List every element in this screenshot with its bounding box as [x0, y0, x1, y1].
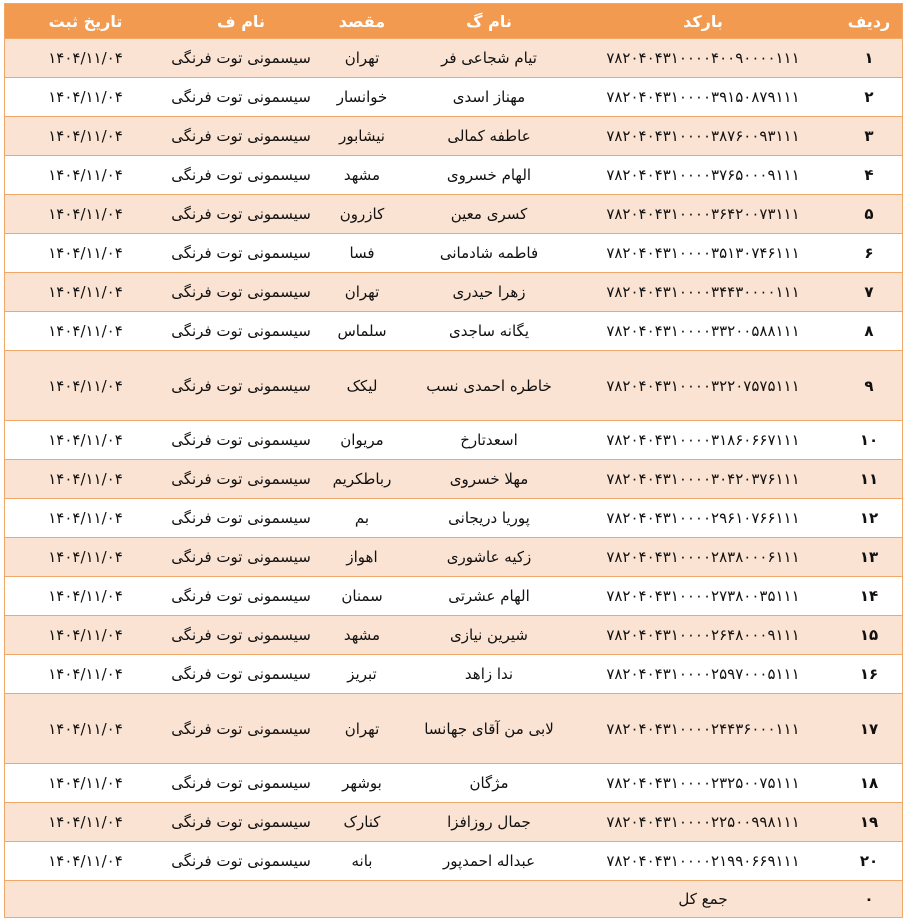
barcode-cell: ۷۸۲۰۴۰۴۳۱۰۰۰۰۳۴۴۳۰۰۰۰۱۱۱: [570, 273, 836, 312]
recipient-name-cell: پوریا دریجانی: [408, 499, 570, 538]
product-name-cell: سیسمونی توت فرنگی: [166, 234, 316, 273]
row-number-cell: ۵: [836, 195, 902, 234]
recipient-name-cell: شیرین نیازی: [408, 616, 570, 655]
product-name-cell: سیسمونی توت فرنگی: [166, 499, 316, 538]
row-number-cell: ۱۸: [836, 764, 902, 803]
row-number-cell: ۲۰: [836, 842, 902, 881]
row-number-cell: ۱۰: [836, 421, 902, 460]
shipment-table: [5, 4, 902, 917]
date-cell: ۱۴۰۴/۱۱/۰۴: [5, 499, 166, 538]
date-cell: ۱۴۰۴/۱۱/۰۴: [5, 234, 166, 273]
date-cell: ۱۴۰۴/۱۱/۰۴: [5, 460, 166, 499]
barcode-cell: ۷۸۲۰۴۰۴۳۱۰۰۰۰۲۷۳۸۰۰۳۵۱۱۱: [570, 577, 836, 616]
product-name-cell: سیسمونی توت فرنگی: [166, 273, 316, 312]
table-row: [5, 460, 902, 499]
product-name-cell: سیسمونی توت فرنگی: [166, 78, 316, 117]
date-cell: ۱۴۰۴/۱۱/۰۴: [5, 351, 166, 421]
barcode-cell: ۷۸۲۰۴۰۴۳۱۰۰۰۰۲۸۳۸۰۰۰۶۱۱۱: [570, 538, 836, 577]
table-body: [5, 39, 902, 881]
table-row: [5, 312, 902, 351]
date-cell: ۱۴۰۴/۱۱/۰۴: [5, 195, 166, 234]
row-number-cell: ۱۷: [836, 694, 902, 764]
date-cell: ۱۴۰۴/۱۱/۰۴: [5, 616, 166, 655]
recipient-name-cell: الهام خسروی: [408, 156, 570, 195]
destination-cell: مشهد: [316, 156, 408, 195]
date-cell: ۱۴۰۴/۱۱/۰۴: [5, 655, 166, 694]
date-cell: ۱۴۰۴/۱۱/۰۴: [5, 312, 166, 351]
row-number-cell: ۱۶: [836, 655, 902, 694]
product-name-cell: سیسمونی توت فرنگی: [166, 351, 316, 421]
table-row: [5, 117, 902, 156]
product-name-cell: سیسمونی توت فرنگی: [166, 616, 316, 655]
recipient-name-cell: عبداله احمدپور: [408, 842, 570, 881]
table-row: [5, 842, 902, 881]
row-number-cell: ۱۵: [836, 616, 902, 655]
row-number-cell: ۱۲: [836, 499, 902, 538]
header-row-number: ردیف: [836, 4, 902, 39]
table-row: [5, 156, 902, 195]
table-row: [5, 273, 902, 312]
destination-cell: بم: [316, 499, 408, 538]
table-row: [5, 195, 902, 234]
footer-empty-cell: [5, 881, 166, 917]
product-name-cell: سیسمونی توت فرنگی: [166, 655, 316, 694]
recipient-name-cell: مهناز اسدی: [408, 78, 570, 117]
barcode-cell: ۷۸۲۰۴۰۴۳۱۰۰۰۰۲۴۴۳۶۰۰۰۱۱۱: [570, 694, 836, 764]
product-name-cell: سیسمونی توت فرنگی: [166, 538, 316, 577]
header-row: [5, 4, 902, 39]
recipient-name-cell: خاطره احمدی نسب: [408, 351, 570, 421]
recipient-name-cell: اسعدتارخ: [408, 421, 570, 460]
barcode-cell: ۷۸۲۰۴۰۴۳۱۰۰۰۰۲۵۹۷۰۰۰۵۱۱۱: [570, 655, 836, 694]
table-row: [5, 421, 902, 460]
recipient-name-cell: مژگان: [408, 764, 570, 803]
destination-cell: خوانسار: [316, 78, 408, 117]
recipient-name-cell: زهرا حیدری: [408, 273, 570, 312]
barcode-cell: ۷۸۲۰۴۰۴۳۱۰۰۰۰۳۸۷۶۰۰۹۳۱۱۱: [570, 117, 836, 156]
table-row: [5, 39, 902, 78]
header-date: تاریخ ثبت: [5, 4, 166, 39]
row-number-cell: ۳: [836, 117, 902, 156]
product-name-cell: سیسمونی توت فرنگی: [166, 195, 316, 234]
product-name-cell: سیسمونی توت فرنگی: [166, 694, 316, 764]
recipient-name-cell: لابی من آقای جهانسا: [408, 694, 570, 764]
recipient-name-cell: عاطفه کمالی: [408, 117, 570, 156]
table-row: [5, 499, 902, 538]
date-cell: ۱۴۰۴/۱۱/۰۴: [5, 273, 166, 312]
footer-empty-cell: [316, 881, 408, 917]
footer-total-label: جمع کل: [570, 881, 836, 917]
row-number-cell: ۱۹: [836, 803, 902, 842]
recipient-name-cell: یگانه ساجدی: [408, 312, 570, 351]
destination-cell: لیکک: [316, 351, 408, 421]
barcode-cell: ۷۸۲۰۴۰۴۳۱۰۰۰۰۳۱۸۶۰۶۶۷۱۱۱: [570, 421, 836, 460]
date-cell: ۱۴۰۴/۱۱/۰۴: [5, 78, 166, 117]
barcode-cell: ۷۸۲۰۴۰۴۳۱۰۰۰۰۴۰۰۹۰۰۰۰۱۱۱: [570, 39, 836, 78]
table-row: [5, 78, 902, 117]
table-row: [5, 351, 902, 421]
footer-empty-cell: [166, 881, 316, 917]
date-cell: ۱۴۰۴/۱۱/۰۴: [5, 421, 166, 460]
row-number-cell: ۱۱: [836, 460, 902, 499]
date-cell: ۱۴۰۴/۱۱/۰۴: [5, 538, 166, 577]
destination-cell: اهواز: [316, 538, 408, 577]
date-cell: ۱۴۰۴/۱۱/۰۴: [5, 156, 166, 195]
recipient-name-cell: تیام شجاعی فر: [408, 39, 570, 78]
product-name-cell: سیسمونی توت فرنگی: [166, 803, 316, 842]
destination-cell: مریوان: [316, 421, 408, 460]
destination-cell: تبریز: [316, 655, 408, 694]
destination-cell: کنارک: [316, 803, 408, 842]
destination-cell: بانه: [316, 842, 408, 881]
destination-cell: رباطکریم: [316, 460, 408, 499]
barcode-cell: ۷۸۲۰۴۰۴۳۱۰۰۰۰۳۶۴۲۰۰۷۳۱۱۱: [570, 195, 836, 234]
product-name-cell: سیسمونی توت فرنگی: [166, 156, 316, 195]
table-row: [5, 538, 902, 577]
row-number-cell: ۲: [836, 78, 902, 117]
row-number-cell: ۴: [836, 156, 902, 195]
table-row: [5, 577, 902, 616]
header-name-f: نام ف: [166, 4, 316, 39]
barcode-cell: ۷۸۲۰۴۰۴۳۱۰۰۰۰۳۷۶۵۰۰۰۹۱۱۱: [570, 156, 836, 195]
date-cell: ۱۴۰۴/۱۱/۰۴: [5, 764, 166, 803]
header-barcode: بارکد: [570, 4, 836, 39]
barcode-cell: ۷۸۲۰۴۰۴۳۱۰۰۰۰۳۵۱۳۰۷۴۶۱۱۱: [570, 234, 836, 273]
barcode-cell: ۷۸۲۰۴۰۴۳۱۰۰۰۰۳۳۲۰۰۵۸۸۱۱۱: [570, 312, 836, 351]
row-number-cell: ۷: [836, 273, 902, 312]
table-row: [5, 694, 902, 764]
barcode-cell: ۷۸۲۰۴۰۴۳۱۰۰۰۰۲۶۴۸۰۰۰۹۱۱۱: [570, 616, 836, 655]
destination-cell: تهران: [316, 694, 408, 764]
barcode-cell: ۷۸۲۰۴۰۴۳۱۰۰۰۰۲۳۲۵۰۰۷۵۱۱۱: [570, 764, 836, 803]
recipient-name-cell: مهلا خسروی: [408, 460, 570, 499]
date-cell: ۱۴۰۴/۱۱/۰۴: [5, 803, 166, 842]
table-row: [5, 764, 902, 803]
barcode-cell: ۷۸۲۰۴۰۴۳۱۰۰۰۰۲۹۶۱۰۷۶۶۱۱۱: [570, 499, 836, 538]
row-number-cell: ۱۳: [836, 538, 902, 577]
row-number-cell: ۸: [836, 312, 902, 351]
destination-cell: فسا: [316, 234, 408, 273]
recipient-name-cell: زکیه عاشوری: [408, 538, 570, 577]
product-name-cell: سیسمونی توت فرنگی: [166, 117, 316, 156]
footer-row: [5, 881, 902, 917]
barcode-cell: ۷۸۲۰۴۰۴۳۱۰۰۰۰۲۲۵۰۰۹۹۸۱۱۱: [570, 803, 836, 842]
shipment-sheet: [4, 3, 903, 918]
barcode-cell: ۷۸۲۰۴۰۴۳۱۰۰۰۰۳۹۱۵۰۸۷۹۱۱۱: [570, 78, 836, 117]
table-row: [5, 616, 902, 655]
footer-count: ۰: [836, 881, 902, 917]
date-cell: ۱۴۰۴/۱۱/۰۴: [5, 117, 166, 156]
destination-cell: سمنان: [316, 577, 408, 616]
table-row: [5, 234, 902, 273]
row-number-cell: ۶: [836, 234, 902, 273]
recipient-name-cell: ندا زاهد: [408, 655, 570, 694]
recipient-name-cell: فاطمه شادمانی: [408, 234, 570, 273]
barcode-cell: ۷۸۲۰۴۰۴۳۱۰۰۰۰۳۲۲۰۷۵۷۵۱۱۱: [570, 351, 836, 421]
destination-cell: تهران: [316, 39, 408, 78]
date-cell: ۱۴۰۴/۱۱/۰۴: [5, 842, 166, 881]
product-name-cell: سیسمونی توت فرنگی: [166, 312, 316, 351]
product-name-cell: سیسمونی توت فرنگی: [166, 421, 316, 460]
barcode-cell: ۷۸۲۰۴۰۴۳۱۰۰۰۰۲۱۹۹۰۶۶۹۱۱۱: [570, 842, 836, 881]
product-name-cell: سیسمونی توت فرنگی: [166, 764, 316, 803]
header-destination: مقصد: [316, 4, 408, 39]
product-name-cell: سیسمونی توت فرنگی: [166, 842, 316, 881]
destination-cell: سلماس: [316, 312, 408, 351]
row-number-cell: ۱: [836, 39, 902, 78]
destination-cell: تهران: [316, 273, 408, 312]
row-number-cell: ۹: [836, 351, 902, 421]
recipient-name-cell: جمال روزافزا: [408, 803, 570, 842]
destination-cell: بوشهر: [316, 764, 408, 803]
barcode-cell: ۷۸۲۰۴۰۴۳۱۰۰۰۰۳۰۴۲۰۳۷۶۱۱۱: [570, 460, 836, 499]
date-cell: ۱۴۰۴/۱۱/۰۴: [5, 694, 166, 764]
destination-cell: کازرون: [316, 195, 408, 234]
header-name: نام گ: [408, 4, 570, 39]
table-row: [5, 655, 902, 694]
date-cell: ۱۴۰۴/۱۱/۰۴: [5, 39, 166, 78]
footer-empty-cell: [408, 881, 570, 917]
product-name-cell: سیسمونی توت فرنگی: [166, 460, 316, 499]
row-number-cell: ۱۴: [836, 577, 902, 616]
product-name-cell: سیسمونی توت فرنگی: [166, 39, 316, 78]
product-name-cell: سیسمونی توت فرنگی: [166, 577, 316, 616]
destination-cell: نیشابور: [316, 117, 408, 156]
date-cell: ۱۴۰۴/۱۱/۰۴: [5, 577, 166, 616]
recipient-name-cell: الهام عشرتی: [408, 577, 570, 616]
recipient-name-cell: کسری معین: [408, 195, 570, 234]
destination-cell: مشهد: [316, 616, 408, 655]
table-row: [5, 803, 902, 842]
